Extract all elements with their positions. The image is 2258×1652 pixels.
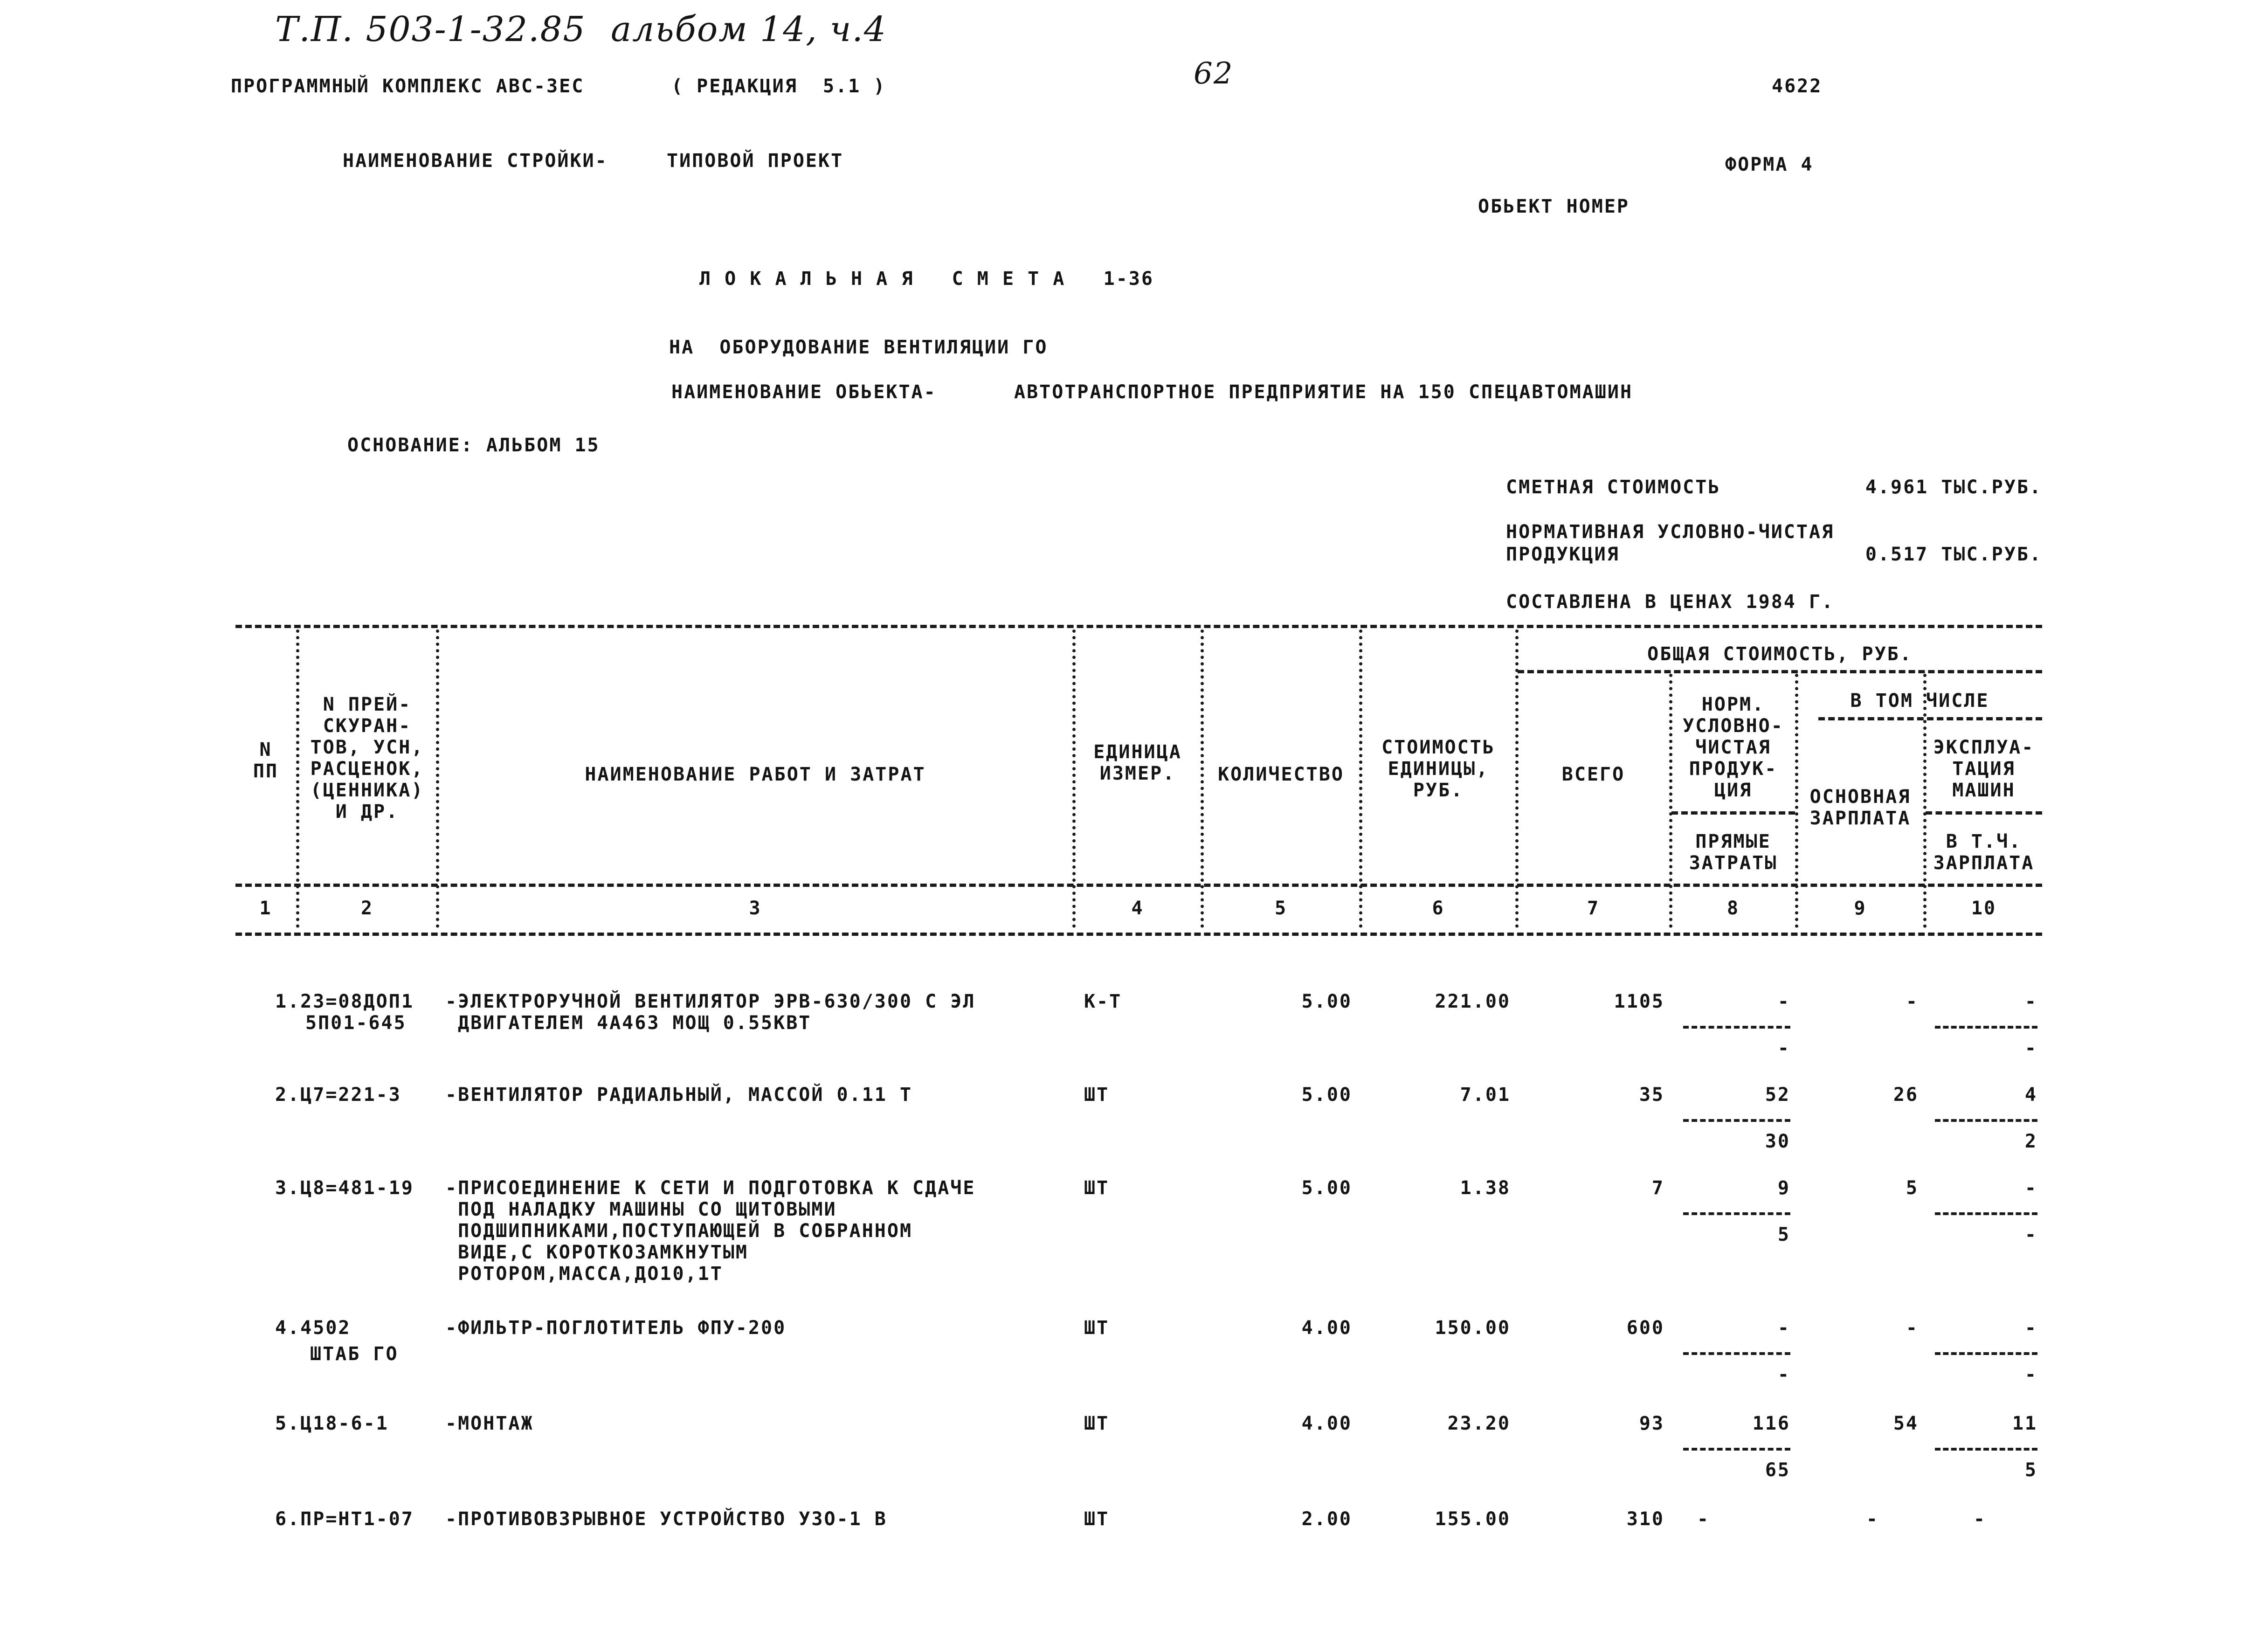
header-col9-line1: ОСНОВНАЯ	[1809, 786, 1911, 808]
row-direct-costs: 30	[1765, 1131, 1790, 1152]
header-col7: ВСЕГО	[1561, 764, 1625, 785]
col-number-8: 8	[1726, 898, 1740, 919]
row-code: 4.4502	[275, 1317, 351, 1339]
basis: ОСНОВАНИЕ: АЛЬБОМ 15	[347, 435, 600, 456]
column-number-rule	[235, 933, 2042, 936]
row-norm-production: -	[1777, 991, 1790, 1012]
program-edition: ( РЕДАКЦИЯ 5.1 )	[671, 76, 886, 97]
row-split-rule	[1683, 1448, 1790, 1451]
header-col8-line5: ЦИЯ	[1714, 780, 1753, 801]
col-number-1: 1	[259, 898, 272, 919]
row-machine-salary: -	[2024, 1364, 2037, 1385]
total-cost-rule	[1518, 670, 2042, 673]
row-unit: ШТ	[1084, 1317, 1110, 1339]
header-col3: НАИМЕНОВАНИЕ РАБОТ И ЗАТРАТ	[585, 764, 926, 785]
row-name-line: -МОНТАЖ	[445, 1413, 534, 1434]
col-number-3: 3	[749, 898, 762, 919]
row-machine-salary: 5	[2024, 1459, 2037, 1481]
row-unit-price: 1.38	[1460, 1177, 1511, 1199]
header-col10b-line2: ЗАРПЛАТА	[1933, 852, 2035, 874]
row-code: 6.ПР=НТ1-07	[275, 1508, 414, 1530]
row-total: 7	[1651, 1177, 1664, 1199]
header-col8-line3: ЧИСТАЯ	[1695, 737, 1771, 758]
row-unit-price: 23.20	[1447, 1413, 1511, 1434]
col-number-5: 5	[1274, 898, 1288, 919]
row-code-secondary: 5П01-645	[305, 1012, 407, 1034]
col-number-9: 9	[1854, 898, 1867, 919]
header-col2-line3: ТОВ, УСН,	[310, 737, 424, 758]
col-number-10: 10	[1971, 898, 1997, 919]
row-machine-operation: -	[2024, 1177, 2037, 1199]
row-norm-production: 52	[1765, 1084, 1790, 1106]
row-machine-operation: 11	[2012, 1413, 2037, 1434]
row-unit: К-Т	[1084, 991, 1122, 1012]
row-machine-operation: 4	[2024, 1084, 2037, 1106]
estimated-cost-value: 4.961 ТЫС.РУБ.	[1865, 477, 2042, 498]
row-direct-costs: -	[1777, 1037, 1790, 1059]
row-machine-salary: -	[2024, 1037, 2037, 1059]
row-total: 310	[1626, 1508, 1664, 1530]
header-col5: КОЛИЧЕСТВО	[1218, 764, 1344, 785]
row-name-line: ДВИГАТЕЛЕМ 4А463 МОЩ 0.55КВТ	[445, 1012, 812, 1034]
row-code: 1.23=08ДОП1	[275, 991, 414, 1012]
header-col2-line4: РАСЦЕНОК,	[310, 758, 424, 780]
col-number-4: 4	[1131, 898, 1144, 919]
row-split-rule	[1935, 1448, 2037, 1451]
row-code: 5.Ц18-6-1	[275, 1413, 389, 1434]
row-name-line: РОТОРОМ,МАССА,ДО10,1Т	[445, 1263, 723, 1285]
row-unit-price: 155.00	[1435, 1508, 1511, 1530]
row-unit: ШТ	[1084, 1084, 1110, 1106]
program-name: ПРОГРАММНЫЙ КОМПЛЕКС АВС-ЗЕС	[231, 76, 585, 97]
row-norm-production: -	[1777, 1317, 1790, 1339]
row-total: 93	[1639, 1413, 1664, 1434]
row-norm-production: 9	[1777, 1177, 1790, 1199]
row-quantity: 4.00	[1301, 1317, 1352, 1339]
row-total: 600	[1626, 1317, 1664, 1339]
row-unit: ШТ	[1084, 1508, 1110, 1530]
handwritten-project-code: Т.П. 503-1-32.85	[275, 9, 586, 49]
header-col8-line2: УСЛОВНО-	[1683, 715, 1784, 737]
row-split-rule	[1935, 1119, 2037, 1122]
header-col2-line1: N ПРЕЙ-	[323, 694, 412, 715]
construction-value: ТИПОВОЙ ПРОЕКТ	[667, 150, 844, 172]
row-unit: ШТ	[1084, 1413, 1110, 1434]
row-split-rule	[1683, 1119, 1790, 1122]
row-quantity: 5.00	[1301, 1084, 1352, 1106]
estimate-subject: НА ОБОРУДОВАНИЕ ВЕНТИЛЯЦИИ ГО	[669, 337, 1048, 358]
header-col10b-line1: В Т.Ч.	[1946, 831, 2022, 852]
row-quantity: 4.00	[1301, 1413, 1352, 1434]
row-name-line: ВИДЕ,С КОРОТКОЗАМКНУТЫМ	[445, 1242, 748, 1263]
row-machine-operation: -	[1973, 1508, 1986, 1530]
header-col1-line2: ПП	[253, 760, 279, 782]
row-base-salary: -	[1866, 1508, 1879, 1530]
header-col4-line2: ИЗМЕР.	[1099, 763, 1176, 784]
row-base-salary: -	[1906, 1317, 1919, 1339]
header-col10-line3: МАШИН	[1952, 780, 2016, 801]
row-code: 3.Ц8=481-19	[275, 1177, 414, 1199]
row-name-line: -ПРИСОЕДИНЕНИЕ К СЕТИ И ПОДГОТОВКА К СДАЧЕ	[445, 1177, 976, 1199]
row-split-rule	[1683, 1352, 1790, 1355]
row-name-line: -ВЕНТИЛЯТОР РАДИАЛЬНЫЙ, МАССОЙ 0.11 Т	[445, 1084, 913, 1106]
row-code-secondary: ШТАБ ГО	[310, 1343, 399, 1365]
row-machine-salary: 2	[2024, 1131, 2037, 1152]
row-direct-costs: -	[1777, 1364, 1790, 1385]
row-machine-operation: -	[2024, 1317, 2037, 1339]
header-col8-line4: ПРОДУК-	[1689, 758, 1778, 780]
estimated-cost-label: СМЕТНАЯ СТОИМОСТЬ	[1506, 477, 1721, 498]
row-machine-salary: -	[2024, 1224, 2037, 1245]
header-bottom-rule	[235, 884, 2042, 887]
row-split-rule	[1935, 1212, 2037, 1215]
header-col6-line1: СТОИМОСТЬ	[1381, 737, 1495, 758]
row-code: 2.Ц7=221-3	[275, 1084, 401, 1106]
header-included: В ТОМ ЧИСЛЕ	[1850, 690, 1989, 712]
row-name-line: -ПРОТИВОВЗРЫВНОЕ УСТРОЙСТВО УЗО-1 В	[445, 1508, 887, 1530]
row-split-rule	[1683, 1026, 1790, 1029]
row-base-salary: 5	[1906, 1177, 1919, 1199]
header-col2-line6: И ДР.	[335, 801, 399, 823]
row-direct-costs: 65	[1765, 1459, 1790, 1481]
norm-production-value: 0.517 ТЫС.РУБ.	[1865, 544, 2042, 565]
row-direct-costs: 5	[1777, 1224, 1790, 1245]
row-unit-price: 150.00	[1435, 1317, 1511, 1339]
row-name-line: ПОДШИПНИКАМИ,ПОСТУПАЮЩЕЙ В СОБРАННОМ	[445, 1220, 913, 1242]
norm-production-label-1: НОРМАТИВНАЯ УСЛОВНО-ЧИСТАЯ	[1506, 521, 1835, 543]
header-col8-line1: НОРМ.	[1701, 694, 1765, 715]
row-norm-production: -	[1697, 1508, 1710, 1530]
header-col2-line2: СКУРАН-	[323, 715, 412, 737]
row-name-line: ПОД НАЛАДКУ МАШИНЫ СО ЩИТОВЫМИ	[445, 1199, 837, 1220]
object-number: ОБЬЕКТ НОМЕР	[1478, 196, 1630, 217]
object-value: АВТОТРАНСПОРТНОЕ ПРЕДПРИЯТИЕ НА 150 СПЕЦАВТОМАШИН	[1014, 381, 1633, 403]
header-col10-line1: ЭКСПЛУА-	[1933, 737, 2035, 758]
estimate-title: Л О К А Л Ь Н А Я С М Е Т А 1-36	[699, 268, 1154, 290]
row-base-salary: 26	[1893, 1084, 1919, 1106]
row-machine-operation: -	[2024, 991, 2037, 1012]
mach-sub-rule	[1926, 811, 2042, 815]
document-code: 4622	[1772, 76, 1823, 97]
prices-basis: СОСТАВЛЕНА В ЦЕНАХ 1984 Г.	[1506, 591, 1835, 613]
row-name-line: -ФИЛЬТР-ПОГЛОТИТЕЛЬ ФПУ-200	[445, 1317, 787, 1339]
header-col6-line3: РУБ.	[1413, 780, 1464, 801]
col-number-6: 6	[1432, 898, 1445, 919]
table-top-rule	[235, 625, 2042, 628]
object-label: НАИМЕНОВАНИЕ ОБЬЕКТА-	[671, 381, 937, 403]
row-quantity: 5.00	[1301, 991, 1352, 1012]
row-split-rule	[1935, 1026, 2037, 1029]
norm-sub-rule	[1671, 811, 1795, 815]
header-col4-line1: ЕДИНИЦА	[1093, 741, 1182, 763]
row-total: 35	[1639, 1084, 1664, 1106]
col-number-7: 7	[1587, 898, 1600, 919]
row-norm-production: 116	[1752, 1413, 1790, 1434]
row-split-rule	[1683, 1212, 1790, 1215]
header-col8b-line1: ПРЯМЫЕ	[1695, 831, 1771, 852]
row-name-line: -ЭЛЕКТРОРУЧНОЙ ВЕНТИЛЯТОР ЭРВ-630/300 С ЭЛ	[445, 991, 976, 1012]
header-col6-line2: ЕДИНИЦЫ,	[1388, 758, 1489, 780]
row-unit-price: 7.01	[1460, 1084, 1511, 1106]
row-quantity: 5.00	[1301, 1177, 1352, 1199]
handwritten-album: альбом 14, ч.4	[611, 9, 887, 49]
row-unit-price: 221.00	[1435, 991, 1511, 1012]
row-total: 1105	[1614, 991, 1664, 1012]
header-col10-line2: ТАЦИЯ	[1952, 758, 2016, 780]
construction-label: НАИМЕНОВАНИЕ СТРОЙКИ-	[343, 150, 608, 172]
row-quantity: 2.00	[1301, 1508, 1352, 1530]
header-col2-line5: (ЦЕННИКА)	[310, 780, 424, 801]
row-unit: ШТ	[1084, 1177, 1110, 1199]
form-number: ФОРМА 4	[1725, 154, 1814, 175]
header-total-cost: ОБЩАЯ СТОИМОСТЬ, РУБ.	[1647, 643, 1913, 665]
header-col8b-line2: ЗАТРАТЫ	[1689, 852, 1778, 874]
col-number-2: 2	[360, 898, 374, 919]
row-split-rule	[1935, 1352, 2037, 1355]
norm-production-label-2: ПРОДУКЦИЯ	[1506, 544, 1620, 565]
handwritten-page-number: 62	[1194, 56, 1234, 91]
row-base-salary: 54	[1893, 1413, 1919, 1434]
header-col9-line2: ЗАРПЛАТА	[1809, 808, 1911, 829]
row-base-salary: -	[1906, 991, 1919, 1012]
included-rule	[1818, 717, 2042, 720]
header-col1-line1: N	[259, 739, 272, 760]
